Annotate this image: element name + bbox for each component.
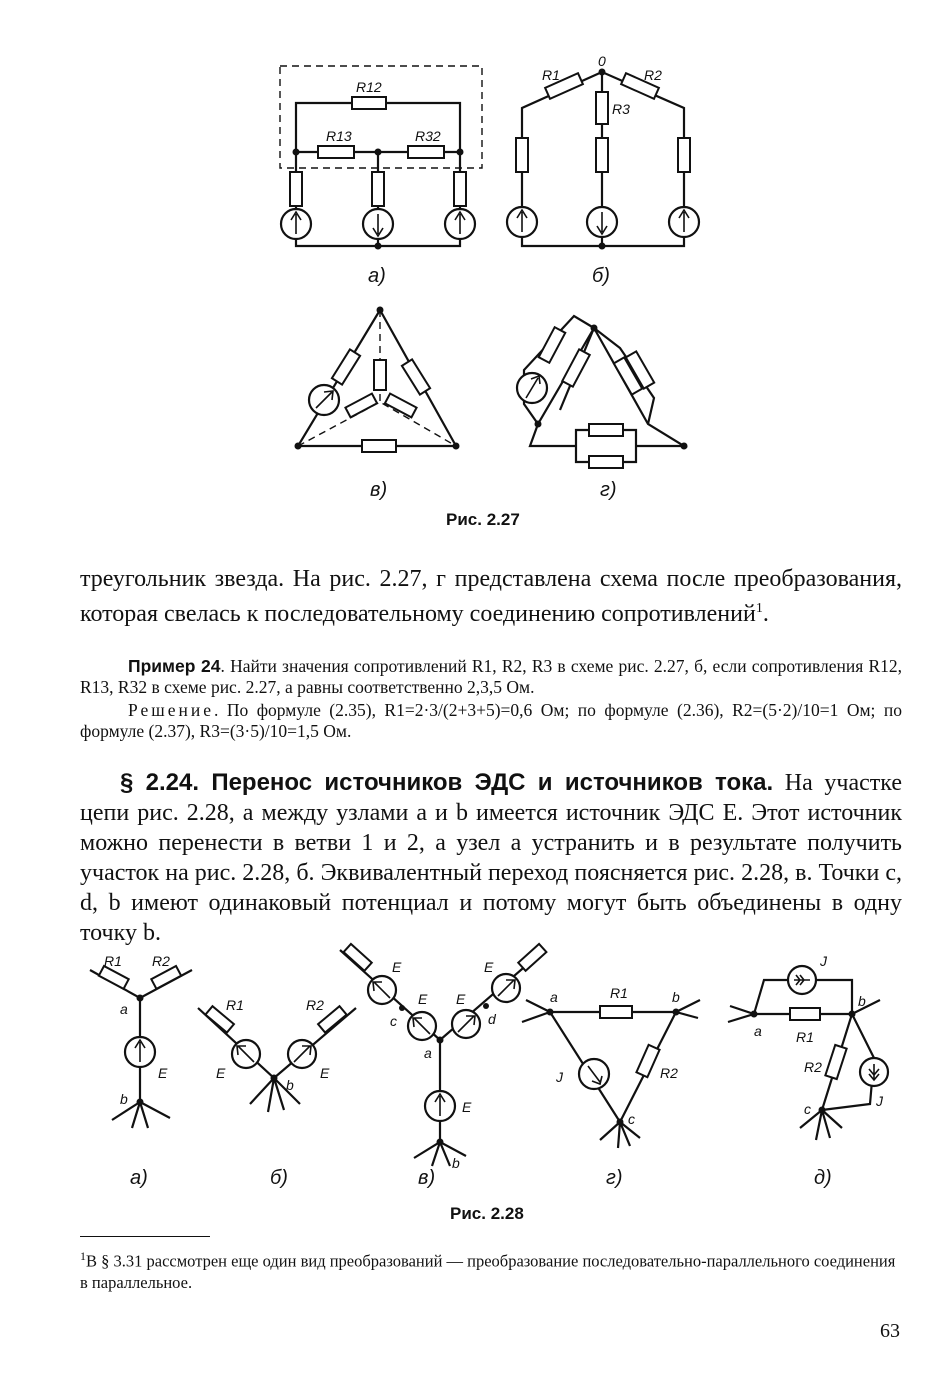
fig228v-label-c: c [390, 1013, 397, 1029]
fig228-subcaption-a: а) [130, 1167, 148, 1189]
fig228b-label-e2: E [320, 1065, 330, 1081]
fig228d-label-j1: J [820, 953, 827, 969]
fig228b-label-e1: E [216, 1065, 226, 1081]
solution-label: Решение [128, 700, 215, 720]
fig228a-label-a: a [120, 1001, 128, 1017]
example-body: . Найти значения сопротивлений R1, R2, R3 в схеме рис. 2.27, б, если сопротивления R12, R13, R32 в схеме рис. 2.27, а равны соответственно 2,3,5 Ом. [80, 656, 902, 697]
fig228g-label-a: a [550, 989, 558, 1005]
section-body: На участке цепи рис. 2.28, а между узлами a и b имеется источник ЭДС E. Этот источник можно перенести в ветви 1 и 2, а узел a устранить и в результате получить участок на рис. 2.28, б. Эквивалентный переход поясняется рис. 2.28, в. Точки c, d, b имеют одинаковый потенциал и потому могут быть объединены в одну точку b. [80, 770, 902, 946]
fig228a-label-r2: R2 [152, 953, 170, 969]
fig228v-label-b: b [452, 1155, 460, 1171]
fig228v-label-d: d [488, 1011, 496, 1027]
page-number: 63 [880, 1320, 900, 1342]
label-node-0: 0 [598, 53, 606, 69]
fig228d-label-r2: R2 [804, 1059, 822, 1075]
figure-2-27-caption: Рис. 2.27 [446, 510, 520, 529]
fig228-subcaption-b: б) [270, 1167, 288, 1189]
subcaption-a: а) [368, 265, 386, 287]
label-r1: R1 [542, 67, 560, 83]
fig228d-label-a: a [754, 1023, 762, 1039]
fig228b-label-r1: R1 [226, 997, 244, 1013]
fig228-circuit-d [728, 953, 888, 1189]
fig228d-label-c: c [804, 1101, 811, 1117]
para1-text: треугольник звезда. На рис. 2.27, г представлена схема после преобразования, которая свелась к последовательному соединению сопротивлений [80, 566, 902, 627]
fig228d-label-r1: R1 [796, 1029, 814, 1045]
fig228v-label-e2: E [484, 959, 494, 975]
subcaption-b: б) [592, 265, 610, 287]
footnote-mark: 1 [80, 1249, 86, 1263]
fig228g-label-c: c [628, 1111, 635, 1127]
fig228-subcaption-d: д) [814, 1167, 832, 1189]
label-r3: R3 [612, 101, 630, 117]
fig228a-label-e: E [158, 1065, 168, 1081]
footnote-ref: 1 [755, 601, 763, 616]
fig228b-label-b: b [286, 1077, 294, 1093]
fig228v-label-e1: E [392, 959, 402, 975]
fig228a-label-b: b [120, 1091, 128, 1107]
fig228a-label-r1: R1 [104, 953, 122, 969]
fig228-subcaption-g: г) [606, 1167, 623, 1189]
figure-2-28-caption: Рис. 2.28 [450, 1204, 524, 1223]
fig228-circuit-g [522, 985, 700, 1189]
fig228g-label-r2: R2 [660, 1065, 678, 1081]
subcaption-v: в) [370, 479, 388, 501]
footnote-rule [80, 1236, 210, 1237]
fig228d-label-j2: J [876, 1093, 883, 1109]
subcaption-g: г) [600, 479, 617, 501]
footnote [80, 1246, 902, 1293]
fig228g-label-r1: R1 [610, 985, 628, 1001]
solution-body: . По формуле (2.35), R1=2·3/(2+3+5)=0,6 Ом; по формуле (2.36), R2=(5·2)/10=1 Ом; по формуле (2.37), R3=(3·5)/10=1,5 Ом. [80, 700, 902, 741]
example-title: Пример 24 [128, 656, 221, 676]
fig228d-label-b: b [858, 993, 866, 1009]
label-r2: R2 [644, 67, 662, 83]
section-title: § 2.24. Перенос источников ЭДС и источников тока. [120, 769, 774, 796]
fig228v-label-e5: E [462, 1099, 472, 1115]
fig228v-label-a: a [424, 1045, 432, 1061]
fig228b-label-r2: R2 [306, 997, 324, 1013]
para1-end: . [762, 601, 769, 627]
fig228-circuit-v [340, 944, 546, 1189]
footnote-text: В § 3.31 рассмотрен еще один вид преобразований — преобразование последовательно-параллельного соединения в параллельное. [80, 1251, 896, 1292]
label-r32: R32 [415, 128, 441, 144]
fig228-circuit-b [198, 997, 356, 1189]
fig228g-label-b: b [672, 989, 680, 1005]
fig228v-label-e4: E [456, 991, 466, 1007]
fig228-subcaption-v: в) [418, 1167, 436, 1189]
fig228-circuit-a [90, 953, 192, 1189]
fig228v-label-e3: E [418, 991, 428, 1007]
label-r12: R12 [356, 79, 382, 95]
fig228g-label-j: J [556, 1069, 563, 1085]
label-r13: R13 [326, 128, 352, 144]
